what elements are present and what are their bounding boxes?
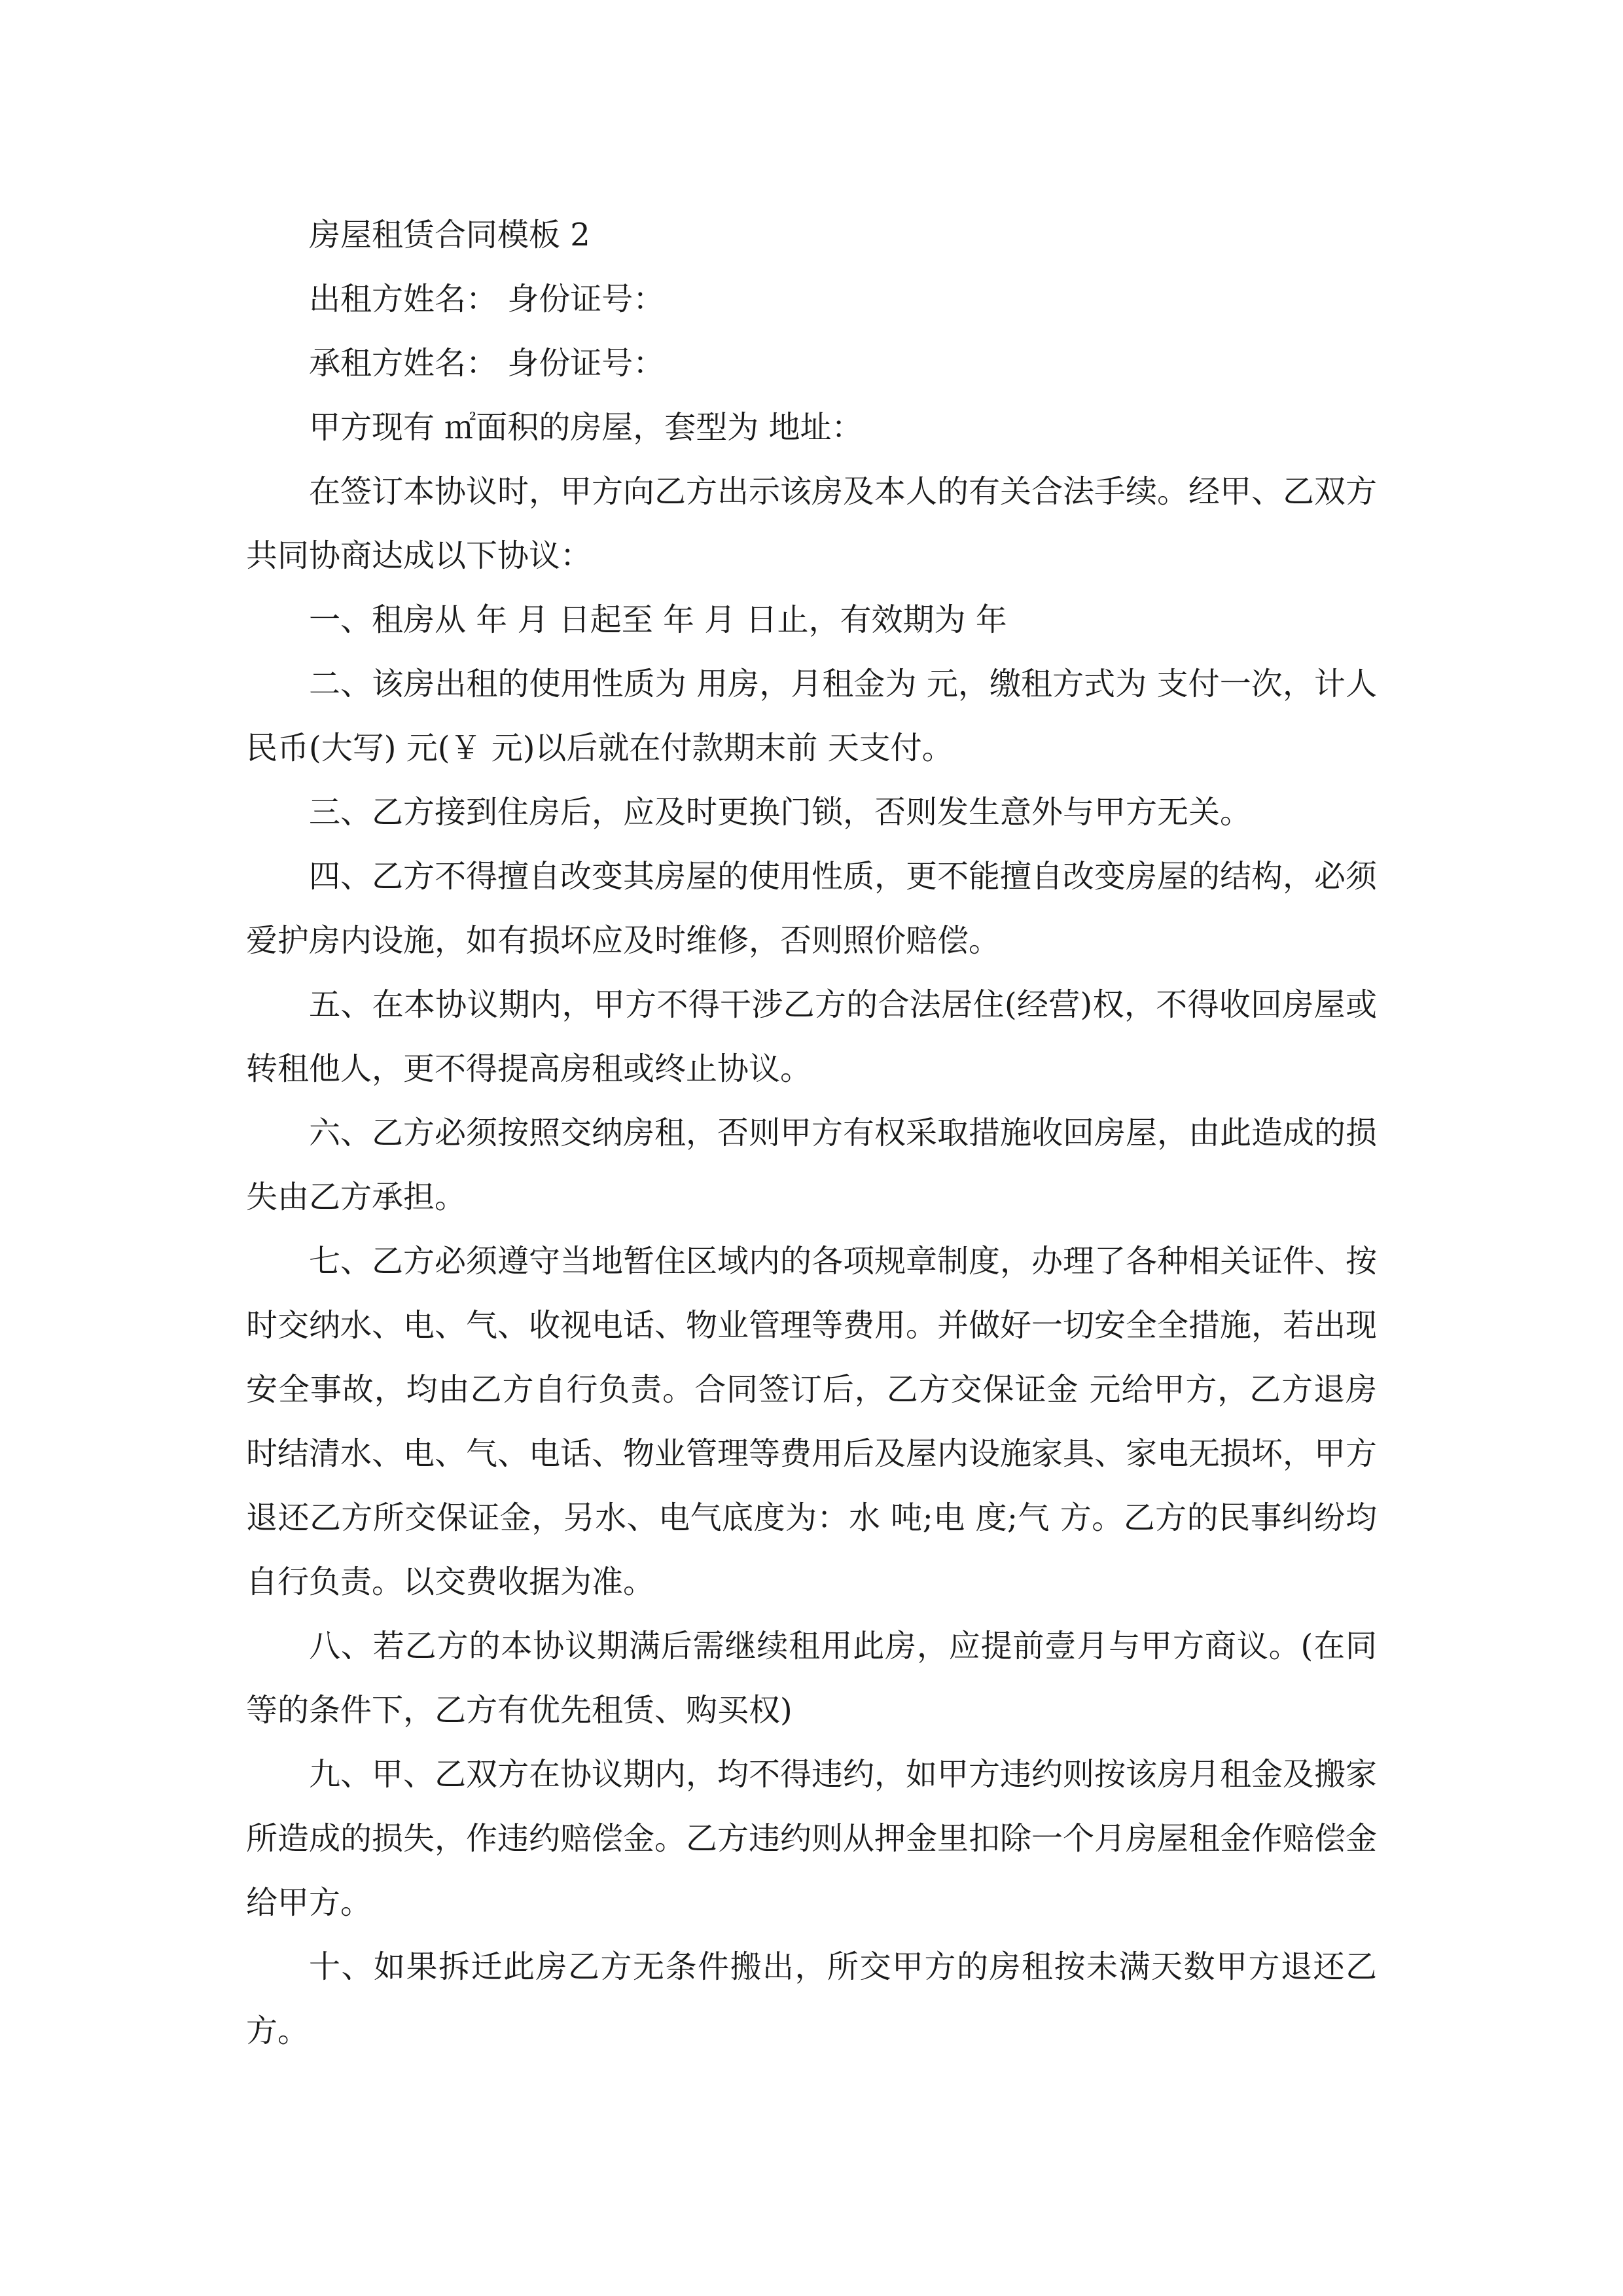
- clause-3: 三、乙方接到住房后，应及时更换门锁，否则发生意外与甲方无关。: [309, 794, 1252, 831]
- paragraph-preamble: 在签订本协议时，甲方向乙方出示该房及本人的有关合法手续。经甲、乙双方共同协商达成以下协议：: [246, 473, 1378, 574]
- paragraph-lessor: 出租方姓名： 身份证号：: [309, 281, 665, 317]
- clause-9: 九、甲、乙双方在协议期内，均不得违约，如甲方违约则按该房月租金及搬家所造成的损失，作违约赔偿金。乙方违约则从押金里扣除一个月房屋租金作赔偿金给甲方。: [246, 1756, 1378, 1921]
- document-body: [246, 203, 1377, 2063]
- clause-10: 十、如果拆迁此房乙方无条件搬出，所交甲方的房租按未满天数甲方退还乙方。: [246, 1948, 1377, 2049]
- document-title: 房屋租赁合同模板 2: [309, 217, 590, 253]
- clause-5: 五、在本协议期内，甲方不得干涉乙方的合法居住(经营)权，不得收回房屋或转租他人，更不得提高房租或终止协议。: [246, 986, 1377, 1087]
- paragraph-lessee: 承租方姓名： 身份证号：: [309, 345, 665, 382]
- clause-1: 一、租房从 年 月 日起至 年 月 日止，有效期为 年: [309, 601, 1007, 638]
- clause-6: 六、乙方必须按照交纳房租，否则甲方有权采取措施收回房屋，由此造成的损失由乙方承担。: [246, 1115, 1378, 1215]
- clause-7: 七、乙方必须遵守当地暂住区域内的各项规章制度，办理了各种相关证件、按时交纳水、电、气、收视电话、物业管理等费用。并做好一切安全全措施，若出现安全事故，均由乙方自行负责。合同签订后，乙方交保证金 元给甲方，乙方退房时结清水、电、气、电话、物业管理等费用后及屋内设施家具、家电无损坏，甲方退还乙方所交保证金，另水、电气底度为：水 吨;电 度;气 方。乙方的民事纠纷均自行负责。以交费收据为准。: [246, 1243, 1378, 1600]
- clause-8: 八、若乙方的本协议期满后需继续租用此房，应提前壹月与甲方商议。(在同等的条件下，乙方有优先租赁、购买权): [246, 1628, 1377, 1729]
- clause-4: 四、乙方不得擅自改变其房屋的使用性质，更不能擅自改变房屋的结构，必须爱护房内设施，如有损坏应及时维修，否则照价赔偿。: [246, 858, 1378, 959]
- clause-2: 二、该房出租的使用性质为 用房，月租金为 元，缴租方式为 支付一次，计人民币(大写) 元(￥ 元)以后就在付款期末前 天支付。: [246, 666, 1377, 766]
- paragraph-property: 甲方现有 ㎡面积的房屋，套型为 地址：: [309, 409, 863, 446]
